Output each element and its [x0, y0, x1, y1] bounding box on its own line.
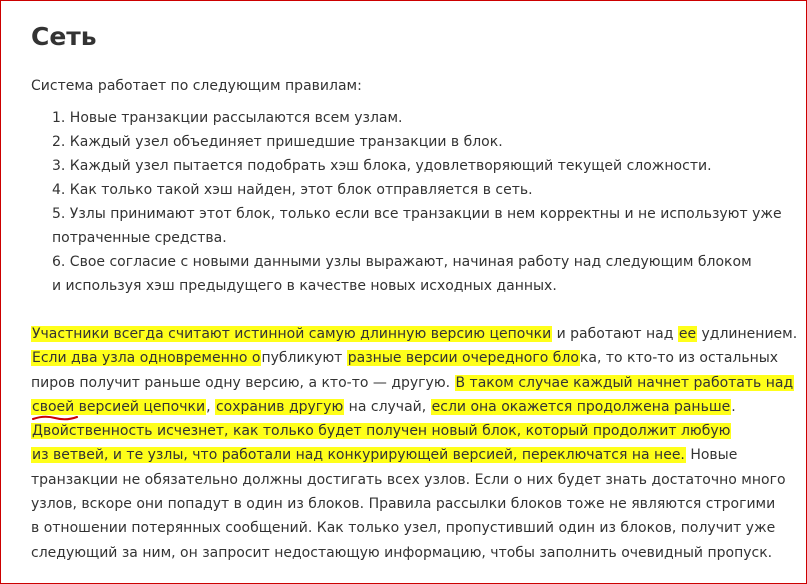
plain-text: следующий за ним, он запросит недостающую информацию, чтобы заполнить очевидный пропуск.: [31, 544, 773, 561]
rule-line: 2. Каждый узел объединяет пришедшие транзакции в блок.: [52, 134, 503, 150]
paragraph-line: [31, 443, 791, 467]
highlighted-text: В таком случае каждый начнет работать над: [455, 374, 794, 391]
highlighted-text: из ветвей, и те узлы, что работали над конкурирующей версией, переключатся на нее.: [32, 447, 685, 464]
highlighted-text: если она окажется продолжена раньше: [431, 398, 731, 415]
plain-text: удлинением.: [697, 326, 798, 342]
rule-item: [52, 106, 782, 130]
plain-text: и работают над: [552, 326, 678, 342]
rule-item: [52, 178, 782, 202]
plain-text: Новые: [685, 447, 738, 464]
plain-text: пиров получит раньше одну версию, а кто-то — другую.: [31, 374, 455, 391]
paragraph-line: [31, 322, 798, 346]
paragraph-line: [31, 541, 791, 565]
highlighted-text: сохранив другую: [215, 398, 344, 415]
rule-line: и используя хэш предыдущего в качестве новых исходных данных.: [52, 278, 557, 294]
intro-text: Система работает по следующим правилам:: [31, 78, 362, 94]
plain-text: в отношении потерянных сообщений. Как только узел, пропустивший один из блоков, получит уже: [31, 520, 776, 537]
rule-line: потраченные средства.: [52, 230, 227, 246]
plain-text: ,: [206, 398, 215, 415]
rule-line: 4. Как только такой хэш найден, этот блок отправляется в сеть.: [52, 182, 533, 198]
rule-item: [52, 202, 782, 250]
paragraph-line: [31, 371, 794, 395]
rule-line: 5. Узлы принимают этот блок, только если все транзакции в нем корректны и не используют уже: [52, 206, 782, 222]
paragraph-line: [31, 419, 791, 443]
highlighted-text: Участники всегда считают истинной самую длинную версию цепочки: [32, 326, 552, 342]
plain-text: узлов, вскоре они попадут в один из блоков. Правила рассылки блоков тоже не являются строгими: [31, 496, 776, 513]
plain-text: публикуют: [261, 350, 347, 367]
rule-item: [52, 250, 782, 298]
paragraph-line: [31, 492, 791, 516]
highlighted-text: разные версии очередного бло: [347, 350, 579, 367]
page-title: Сеть: [31, 21, 97, 51]
rule-line: 6. Свое согласие с новыми данными узлы выражают, начиная работу над следующим блоком: [52, 254, 752, 270]
paragraph-line: [31, 468, 791, 492]
highlighted-text: Если два узла одновременно о: [32, 350, 261, 367]
highlighted-text: ее: [678, 326, 697, 342]
paragraph-line: [31, 395, 791, 419]
plain-text: на случай,: [344, 398, 431, 415]
rules-list: [52, 106, 782, 298]
plain-text: ка, то кто-то из остальных: [579, 350, 779, 367]
rule-item: [52, 154, 782, 178]
plain-text: .: [731, 398, 736, 415]
highlighted-text: своей версией цепочки: [32, 398, 206, 415]
main-paragraph: [31, 322, 798, 565]
highlighted-text: Двойственность исчезнет, как только будет получен новый блок, который продолжит любую: [32, 423, 731, 440]
rule-line: 3. Каждый узел пытается подобрать хэш блока, удовлетворяющий текущей сложности.: [52, 158, 712, 174]
paragraph-line: [31, 516, 791, 540]
red-underline-mark: [32, 414, 78, 422]
rule-item: [52, 130, 782, 154]
plain-text: транзакции не обязательно должны достигать всех узлов. Если о них будет знать достаточно много: [31, 471, 786, 488]
paragraph-line: [31, 346, 791, 370]
rule-line: 1. Новые транзакции рассылаются всем узлам.: [52, 110, 403, 126]
